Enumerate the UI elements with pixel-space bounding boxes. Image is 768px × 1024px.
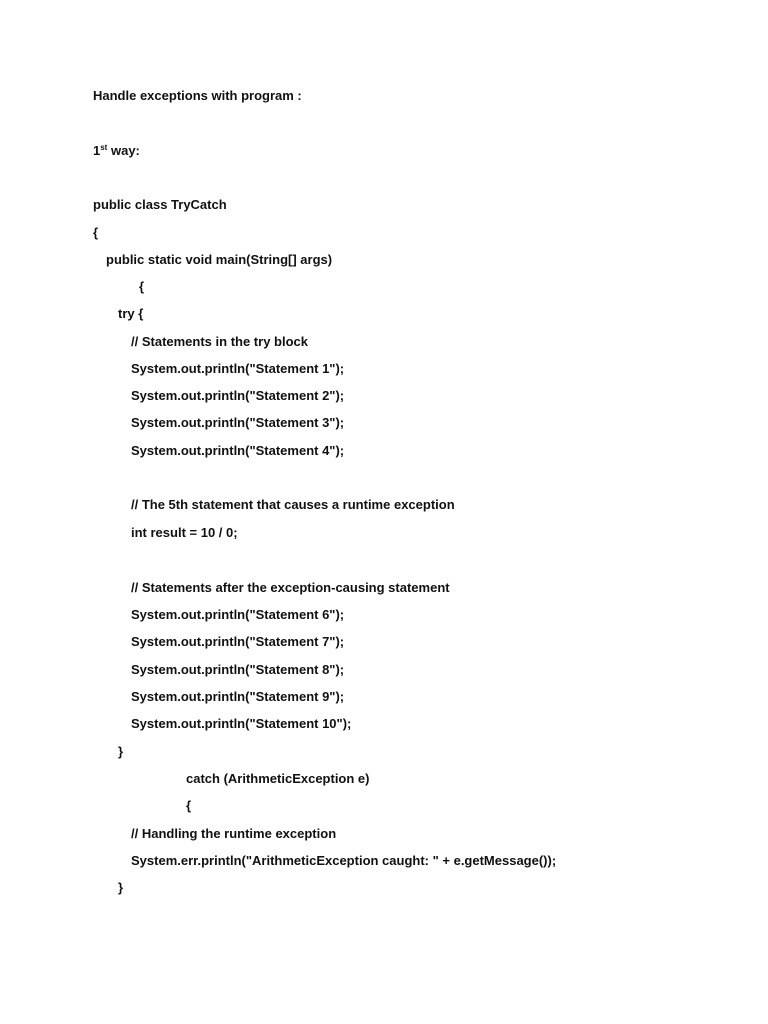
code-line: catch (ArithmeticException e) bbox=[186, 771, 370, 786]
way-ordinal-suffix: st bbox=[100, 143, 108, 152]
code-line: { bbox=[186, 798, 192, 813]
code-comment: // The 5th statement that causes a runtime exception bbox=[131, 497, 455, 512]
code-line: System.out.println("Statement 4"); bbox=[131, 443, 345, 458]
code-line: System.out.println("Statement 6"); bbox=[131, 607, 345, 622]
code-line: public static void main(String[] args) bbox=[106, 252, 333, 267]
code-line: { bbox=[93, 225, 99, 240]
code-line: System.out.println("Statement 1"); bbox=[131, 361, 345, 376]
code-comment: // Statements after the exception-causing statement bbox=[131, 580, 450, 595]
way-label bbox=[93, 143, 140, 159]
code-line: System.err.println("ArithmeticException caught: " + e.getMessage()); bbox=[131, 853, 557, 868]
code-line: int result = 10 / 0; bbox=[131, 525, 238, 540]
document-heading: Handle exceptions with program : bbox=[93, 88, 302, 103]
code-line: public class TryCatch bbox=[93, 197, 227, 212]
code-line: } bbox=[118, 880, 124, 895]
code-line: try { bbox=[118, 306, 144, 321]
way-number: 1 bbox=[93, 143, 101, 158]
code-line: System.out.println("Statement 10"); bbox=[131, 716, 352, 731]
way-text: way: bbox=[107, 143, 140, 158]
code-line: System.out.println("Statement 2"); bbox=[131, 388, 345, 403]
code-comment: // Statements in the try block bbox=[131, 334, 308, 349]
code-comment: // Handling the runtime exception bbox=[131, 826, 337, 841]
code-line: } bbox=[118, 744, 124, 759]
code-line: System.out.println("Statement 7"); bbox=[131, 634, 345, 649]
code-line: { bbox=[139, 279, 145, 294]
code-line: System.out.println("Statement 8"); bbox=[131, 662, 345, 677]
code-line: System.out.println("Statement 3"); bbox=[131, 415, 345, 430]
code-line: System.out.println("Statement 9"); bbox=[131, 689, 345, 704]
